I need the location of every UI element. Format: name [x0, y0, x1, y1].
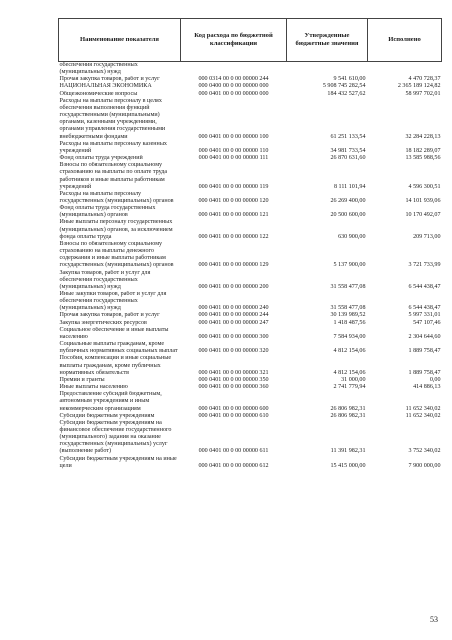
cell-executed: 6 544 438,47: [408, 283, 441, 290]
cell-approved: 26 870 631,60: [330, 155, 366, 162]
table-row: [59, 62, 442, 77]
cell-name: Субсидии бюджетным учреждениям: [59, 412, 155, 419]
cell-name: Расходы на выплаты персоналу государственных (муниципальных) органов: [59, 190, 174, 204]
table-row: [59, 219, 442, 240]
cell-name: Общеэкономические вопросы: [59, 90, 138, 97]
cell-executed: 414 886,13: [413, 384, 441, 391]
cell-name: Фонд оплаты труда государственных (муниципальных) органов: [59, 205, 156, 219]
cell-code: 000 0401 00 0 00 00000 611: [198, 448, 269, 455]
cell-approved: 26 806 982,31: [330, 412, 366, 419]
cell-executed: 1 889 758,47: [408, 348, 441, 355]
cell-executed: 10 170 492,07: [405, 212, 441, 219]
cell-executed: 18 182 289,07: [405, 147, 441, 154]
cell-name: Социальное обеспечение и иные выплаты населению: [59, 326, 169, 340]
cell-executed: 5 997 331,01: [408, 312, 441, 319]
table-row: [59, 413, 442, 420]
cell-code: 000 0401 00 0 00 00000 244: [198, 312, 269, 319]
cell-name: Предоставление субсидий бюджетным, автономным учреждениям и иным некоммерческим организациям: [59, 391, 162, 412]
cell-name: Иные закупки товаров, работ и услуг для обеспечения государственных (муниципальных) нужд: [59, 291, 167, 312]
cell-name: Пособия, компенсации и иные социальные выплаты гражданам, кроме публичных нормативных обязательств: [59, 355, 172, 376]
cell-approved: 31 558 477,08: [330, 305, 366, 312]
cell-code: 000 0401 00 0 00 00000 120: [198, 197, 269, 204]
cell-code: 000 0401 00 0 00 00000 000: [198, 90, 269, 97]
cell-name: Прочая закупка товаров, работ и услуг: [59, 76, 160, 83]
table-row: [59, 355, 442, 376]
cell-code: 000 0401 00 0 00 00000 121: [198, 212, 269, 219]
table-row: [59, 377, 442, 384]
cell-executed: 4 470 728,37: [408, 76, 441, 83]
cell-approved: 34 981 733,54: [330, 147, 366, 154]
cell-code: 000 0401 00 0 00 00000 350: [198, 376, 269, 383]
cell-executed: 3 752 340,02: [408, 448, 441, 455]
table-header-row: [59, 19, 442, 62]
table-row: [59, 241, 442, 270]
cell-name: НАЦИОНАЛЬНАЯ ЭКОНОМИКА: [59, 83, 152, 90]
cell-approved: 15 415 000,00: [330, 462, 366, 469]
cell-code: 000 0401 00 0 00 00000 129: [198, 262, 269, 269]
table-row: [59, 291, 442, 312]
cell-name: обеспечения государственных (муниципальных) нужд: [59, 62, 138, 76]
cell-executed: 13 585 988,56: [405, 155, 441, 162]
cell-approved: 5 908 745 282,54: [322, 83, 366, 90]
cell-code: 000 0401 00 0 00 00000 360: [198, 384, 269, 391]
cell-approved: 9 541 610,00: [333, 76, 366, 83]
cell-name: Закупка энергетических ресурсов: [59, 319, 147, 326]
cell-executed: 14 101 939,06: [405, 197, 441, 204]
cell-executed: 209 713,00: [413, 233, 441, 240]
cell-executed: 7 900 000,00: [408, 462, 441, 469]
table-row: [59, 391, 442, 412]
cell-name: Прочая закупка товаров, работ и услуг: [59, 312, 160, 319]
table-row: [59, 141, 442, 155]
page-number: 53: [430, 615, 438, 624]
cell-executed: 2 304 644,60: [408, 333, 441, 340]
table-row: [59, 384, 442, 391]
table-row: [59, 312, 442, 319]
cell-approved: 61 251 133,54: [330, 133, 366, 140]
cell-approved: [287, 62, 368, 77]
cell-name: Субсидии бюджетным учреждениям на финансовое обеспечение государственного (муниципального) задания на оказание государственных (муниципальных) услуг (выполнение работ): [59, 419, 172, 455]
cell-approved: 5 137 900,00: [333, 262, 366, 269]
cell-approved: 11 391 982,31: [330, 448, 366, 455]
cell-executed: 6 544 438,47: [408, 305, 441, 312]
cell-code: 000 0314 00 0 00 00000 244: [198, 76, 269, 83]
cell-code: 000 0400 00 0 00 00000 000: [198, 83, 269, 90]
cell-approved: 630 900,00: [338, 233, 366, 240]
cell-executed: 2 365 189 124,82: [397, 83, 441, 90]
cell-code: 000 0401 00 0 00 00000 100: [198, 133, 269, 140]
cell-approved: 26 806 982,31: [330, 405, 366, 412]
table-row: [59, 76, 442, 83]
cell-approved: 30 139 989,52: [330, 312, 366, 319]
cell-code: 000 0401 00 0 00 00000 321: [198, 369, 269, 376]
cell-name: Премии и гранты: [59, 376, 105, 383]
cell-name: Расходы на выплаты персоналу казенных учреждений: [59, 140, 167, 154]
cell-approved: 31 558 477,08: [330, 283, 366, 290]
table-row: [59, 98, 442, 141]
cell-executed: [368, 62, 442, 77]
cell-code: 000 0401 00 0 00 00000 110: [198, 147, 269, 154]
cell-code: 000 0401 00 0 00 00000 600: [198, 405, 269, 412]
cell-executed: 0,00: [429, 376, 441, 383]
cell-approved: 7 584 934,00: [333, 333, 366, 340]
cell-code: 000 0401 00 0 00 00000 240: [198, 305, 269, 312]
cell-name: Субсидии бюджетным учреждениям на иные цели: [59, 455, 177, 469]
cell-code: 000 0401 00 0 00 00000 122: [198, 233, 269, 240]
cell-code: 000 0401 00 0 00 00000 247: [198, 319, 269, 326]
cell-name: Закупка товаров, работ и услуг для обеспечения государственных (муниципальных) нужд: [59, 269, 151, 290]
cell-executed: 11 652 340,02: [405, 412, 441, 419]
table-row: [59, 83, 442, 90]
header-code: Код расхода по бюджетной классификации: [181, 19, 287, 62]
cell-code: 000 0401 00 0 00 00000 610: [198, 412, 269, 419]
cell-executed: 4 596 300,51: [408, 183, 441, 190]
cell-executed: 32 284 228,13: [405, 133, 441, 140]
cell-name: Расходы на выплаты персоналу в целях обеспечения выполнения функций государственными (муниципальными) органами, казенными учреждениями, органами управления государственными внебюджетными фондами: [59, 97, 166, 140]
table-row: [59, 162, 442, 191]
cell-executed: 58 997 702,01: [405, 90, 441, 97]
header-name: Наименование показателя: [59, 19, 181, 62]
cell-approved: 8 111 101,94: [333, 183, 366, 190]
table-row: [59, 191, 442, 205]
cell-executed: 3 721 733,99: [408, 262, 441, 269]
cell-name: Иные выплаты персоналу государственных (муниципальных) органов, за исключением фонда оплаты труда: [59, 219, 173, 240]
cell-approved: 26 269 400,00: [330, 197, 366, 204]
cell-code: 000 0401 00 0 00 00000 200: [198, 283, 269, 290]
table-row: [59, 270, 442, 291]
cell-executed: 1 889 758,47: [408, 369, 441, 376]
cell-approved: 184 432 527,62: [327, 90, 366, 97]
cell-code: 000 0401 00 0 00 00000 119: [198, 183, 269, 190]
header-approved: Утвержденные бюджетные значения: [287, 19, 368, 62]
table-row: [59, 327, 442, 341]
cell-name: Социальные выплаты гражданам, кроме публичных нормативных социальных выплат: [59, 341, 178, 355]
table-row: [59, 320, 442, 327]
cell-code: [181, 62, 287, 77]
cell-approved: 4 812 154,06: [333, 369, 366, 376]
table-row: [59, 420, 442, 456]
cell-approved: 20 500 600,00: [330, 212, 366, 219]
cell-name: Иные выплаты населению: [59, 384, 128, 391]
table-row: [59, 205, 442, 219]
cell-name: Взносы по обязательному социальному страхованию на выплаты по оплате труда работников и иные выплаты работникам учреждений: [59, 162, 168, 190]
cell-code: 000 0401 00 0 00 00000 300: [198, 333, 269, 340]
cell-name: Взносы по обязательному социальному страхованию на выплаты денежного содержания и иные выплаты работникам государственных (муниципальных) органов: [59, 240, 174, 269]
cell-approved: 31 000,00: [341, 376, 366, 383]
cell-executed: 547 107,46: [413, 319, 441, 326]
header-executed: Исполнено: [368, 19, 442, 62]
cell-executed: 11 652 340,02: [405, 405, 441, 412]
table-row: [59, 341, 442, 355]
table-row: [59, 91, 442, 98]
cell-approved: 4 812 154,06: [333, 348, 366, 355]
cell-approved: 1 418 487,56: [333, 319, 366, 326]
table-row: [59, 155, 442, 162]
cell-code: 000 0401 00 0 00 00000 320: [198, 348, 269, 355]
cell-code: 000 0401 00 0 00 00000 111: [198, 155, 269, 162]
cell-name: Фонд оплаты труда учреждений: [59, 155, 143, 162]
budget-table: [58, 18, 442, 470]
table-row: [59, 456, 442, 470]
cell-code: 000 0401 00 0 00 00000 612: [198, 462, 269, 469]
cell-approved: 2 741 779,94: [333, 384, 366, 391]
